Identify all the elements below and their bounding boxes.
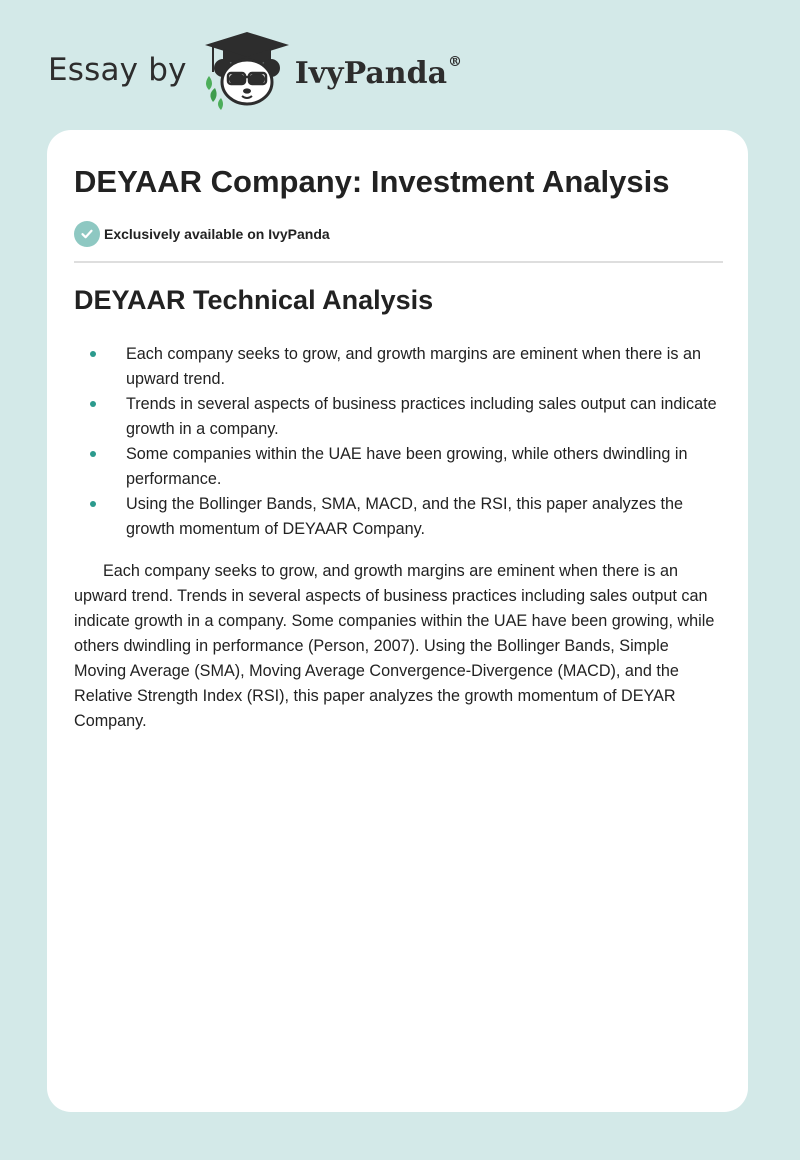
check-circle-icon — [74, 221, 100, 247]
page-title: DEYAAR Company: Investment Analysis — [74, 164, 670, 199]
bullet-item — [74, 442, 723, 492]
bullet-dot-icon — [90, 351, 96, 357]
ivypanda-wordmark[interactable] — [294, 53, 463, 91]
brand-name: IvyPanda — [294, 55, 448, 91]
bullet-dot-icon — [90, 401, 96, 407]
bullet-item — [74, 342, 723, 392]
bullet-item — [74, 392, 723, 442]
bullet-dot-icon — [90, 501, 96, 507]
bullet-text: Some companies within the UAE have been growing, while others dwindling in performance. — [126, 445, 688, 488]
panda-logo-icon[interactable] — [203, 30, 291, 110]
essay-card — [47, 130, 748, 1112]
bullet-text: Using the Bollinger Bands, SMA, MACD, and the RSI, this paper analyzes the growth momentum of DEYAAR Company. — [126, 495, 683, 538]
essay-by-label: Essay by — [48, 52, 187, 88]
bullet-text: Each company seeks to grow, and growth margins are eminent when there is an upward trend. — [126, 345, 701, 388]
registered-mark: ® — [448, 53, 463, 70]
bullet-text: Trends in several aspects of business practices including sales output can indicate growth in a company. — [126, 395, 717, 438]
body-paragraph: Each company seeks to grow, and growth margins are eminent when there is an upward trend. Trends in several aspects of business practices including sales output can indicate growth in a company. Some companies within the UAE have been growing, while others dwindling in performance (Person, 2007). Using the Bollinger Bands, Simple Moving Average (SMA), Moving Average Convergence-Divergence (MACD), and the Relative Strength Index (RSI), this paper analyzes the growth momentum of DEYAR Company. — [74, 562, 715, 730]
title-divider — [74, 261, 723, 263]
bullet-item — [74, 492, 723, 542]
section-heading: DEYAAR Technical Analysis — [74, 285, 434, 315]
exclusive-badge — [74, 221, 330, 247]
summary-bullet-list — [74, 342, 723, 542]
site-header — [48, 30, 462, 110]
bullet-dot-icon — [90, 451, 96, 457]
exclusive-badge-label: Exclusively available on IvyPanda — [104, 226, 330, 242]
